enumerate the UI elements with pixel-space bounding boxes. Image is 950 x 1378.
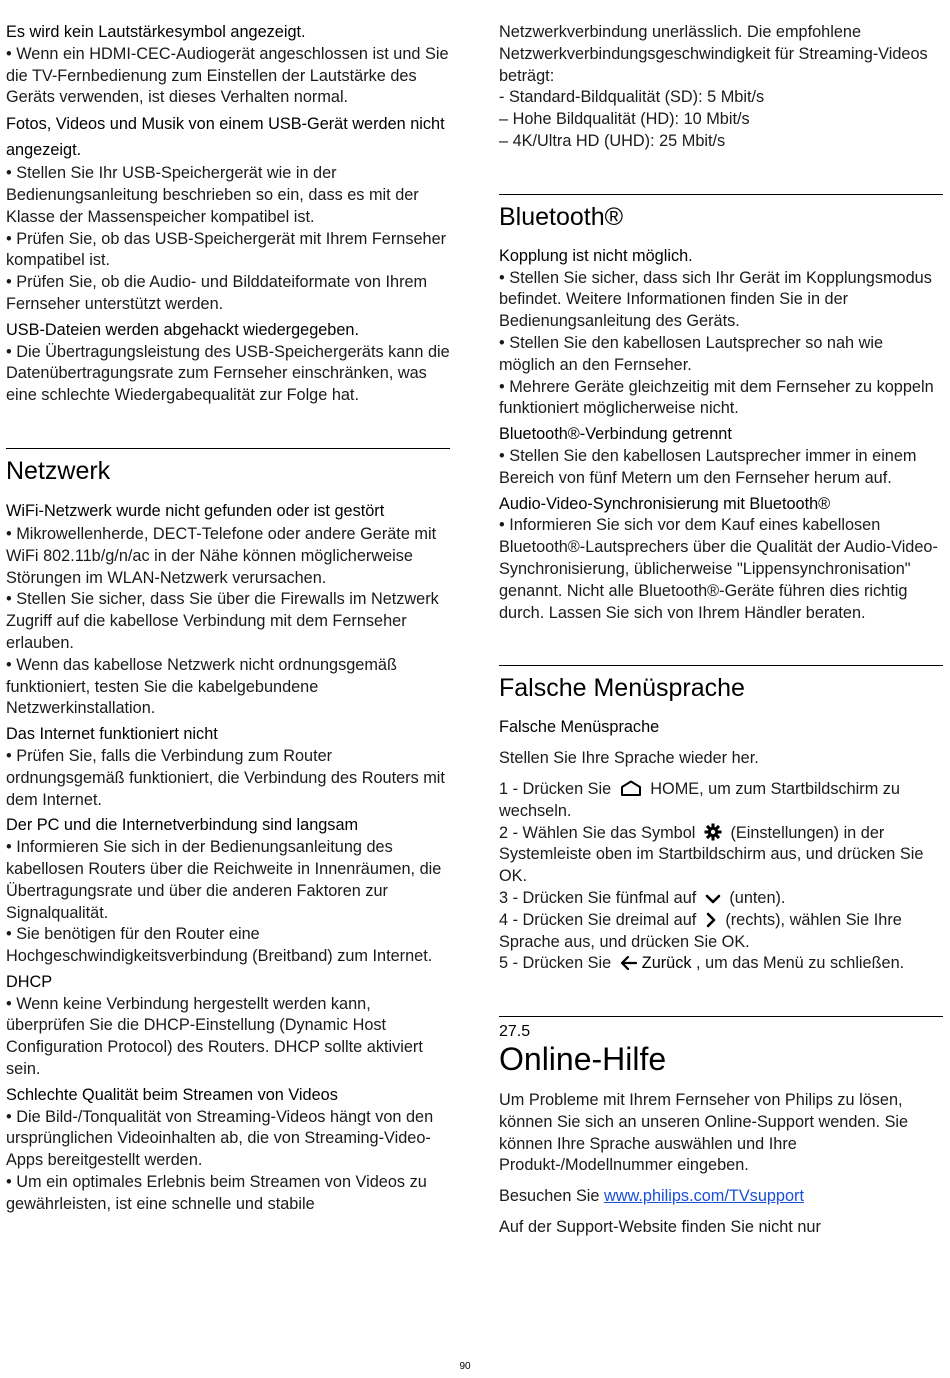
section-divider-online-help	[499, 1016, 943, 1017]
left-column	[6, 22, 450, 1216]
section-title-network: Netzwerk	[6, 456, 111, 485]
text-internet-1: • Prüfen Sie, falls die Verbindung zum Router ordnungsgemäß funktioniert, die Verbindung des Routers mit dem Internet.	[6, 746, 445, 809]
gear-icon	[704, 823, 722, 841]
text-sync-1: • Informieren Sie sich vor dem Kauf eines kabellosen Bluetooth®-Lautsprechers über die Qualität der Audio-Video-Synchronisierung, üblicherweise "Lippensynchronisation" genannt. Nicht alle Bluetooth®-Geräte führen dies richtig durch. Lassen Sie sich von Ihrem Händler beraten.	[499, 516, 938, 622]
text-stream-continued: Netzwerkverbindung unerlässlich. Die empfohlene Netzwerkverbindungsgeschwindigkeit für Streaming-Videos beträgt:	[499, 23, 928, 85]
section-title-bluetooth: Bluetooth®	[499, 202, 624, 231]
text-visit: Besuchen Sie www.philips.com/TVsupport	[499, 1187, 804, 1206]
section-title-language: Falsche Menüsprache	[499, 674, 745, 703]
step-2: 2 - Wählen Sie das Symbol (Einstellungen) in der Systemleiste oben im Startbildschirm aus, und drücken Sie OK.	[499, 823, 924, 886]
right-column	[499, 22, 943, 1239]
heading-usb-media: Fotos, Videos und Musik von einem USB-Gerät werden nicht angezeigt.	[6, 115, 445, 160]
text-online-2: Auf der Support-Website finden Sie nicht nur	[499, 1218, 821, 1237]
heading-menu-language: Falsche Menüsprache	[499, 718, 660, 737]
heading-usb-choppy: USB-Dateien werden abgehackt wiedergegeben.	[6, 320, 359, 339]
arrow-left-icon	[620, 955, 638, 971]
heading-pairing: Kopplung ist nicht möglich.	[499, 246, 693, 265]
heading-internet: Das Internet funktioniert nicht	[6, 725, 218, 744]
step-1: 1 - Drücken Sie HOME, um zum Startbildschirm zu wechseln.	[499, 779, 900, 820]
chevron-down-icon	[705, 892, 721, 906]
text-hdmi-cec: • Wenn ein HDMI-CEC-Audiogerät angeschlossen ist und Sie die TV-Fernbedienung zum Einstellen der Lautstärke des Geräts verwenden, ist dieses Verhalten normal.	[6, 44, 449, 107]
text-language-intro: Stellen Sie Ihre Sprache wieder her.	[499, 749, 759, 768]
text-wifi-1: • Mikrowellenherde, DECT-Telefone oder andere Geräte mit WiFi 802.11b/g/n/ac in der Nähe können möglicherweise Störungen im WLAN-Netzwerk verursachen.	[6, 524, 437, 587]
text-speed-hd: – Hohe Bildqualität (HD): 10 Mbit/s	[499, 110, 750, 129]
text-slow-2: • Sie benötigen für den Router eine Hochgeschwindigkeitsverbindung (Breitband) zum Internet.	[6, 925, 433, 966]
step-5: 5 - Drücken Sie Zurück , um das Menü zu schließen.	[499, 954, 905, 973]
heading-no-volume-symbol: Es wird kein Lautstärkesymbol angezeigt.	[6, 23, 306, 41]
step-3: 3 - Drücken Sie fünfmal auf (unten).	[499, 888, 786, 907]
text-pair-3: • Mehrere Geräte gleichzeitig mit dem Fernseher zu koppeln funktioniert möglicherweise nicht.	[499, 377, 934, 418]
section-divider-language	[499, 665, 943, 666]
text-wifi-3: • Wenn das kabellose Netzwerk nicht ordnungsgemäß funktioniert, testen Sie die kabelgebundene Netzwerkinstallation.	[6, 655, 397, 718]
home-icon	[620, 780, 642, 797]
heading-dhcp: DHCP	[6, 972, 53, 991]
text-wifi-2: • Stellen Sie sicher, dass Sie über die Firewalls im Netzwerk Zugriff auf die kabellose Verbindung mit dem Fernseher erlauben.	[6, 590, 439, 652]
heading-av-sync: Audio-Video-Synchronisierung mit Bluetooth®	[499, 494, 831, 513]
text-speed-sd: - Standard-Bildqualität (SD): 5 Mbit/s	[499, 88, 765, 107]
heading-slow: Der PC und die Internetverbindung sind langsam	[6, 816, 359, 835]
text-online-1: Um Probleme mit Ihrem Fernseher von Philips zu lösen, können Sie sich an unseren Online-Support wenden. Sie können Ihre Sprache auswählen und Ihre Produkt-/Modellnummer eingeben.	[499, 1091, 909, 1175]
text-usb-choppy: • Die Übertragungsleistung des USB-Speichergeräts kann die Datenübertragungsrate zum Fernseher einschränken, was eine schlechte Wiedergabequalität zur Folge hat.	[6, 342, 450, 405]
text-usb-2: • Prüfen Sie, ob das USB-Speichergerät mit Ihrem Fernseher kompatibel ist.	[6, 229, 447, 270]
text-speed-uhd: – 4K/Ultra HD (UHD): 25 Mbit/s	[499, 131, 726, 150]
text-pair-1: • Stellen Sie sicher, dass sich Ihr Gerät im Kopplungsmodus befindet. Weitere Informationen finden Sie in der Bedienungsanleitung des Geräts.	[499, 268, 932, 331]
step-4: 4 - Drücken Sie dreimal auf (rechts), wählen Sie Ihre Sprache aus, und drücken Sie OK.	[499, 910, 902, 951]
text-dhcp-1: • Wenn keine Verbindung hergestellt werden kann, überprüfen Sie die DHCP-Einstellung (Dynamic Host Configuration Protocol) des Routers. DHCP sollte aktiviert sein.	[6, 994, 423, 1079]
text-usb-1: • Stellen Sie Ihr USB-Speichergerät wie in der Bedienungsanleitung beschrieben so ein, dass es mit der Klasse der Massenspeicher kompatibel ist.	[6, 164, 419, 226]
heading-wifi: WiFi-Netzwerk wurde nicht gefunden oder ist gestört	[6, 501, 385, 520]
text-disc-1: • Stellen Sie den kabellosen Lautsprecher immer in einem Bereich von fünf Metern um den Fernseher herum auf.	[499, 446, 917, 487]
section-divider-bluetooth	[499, 194, 943, 195]
text-pair-2: • Stellen Sie den kabellosen Lautsprecher so nah wie möglich an den Fernseher.	[499, 333, 884, 374]
text-stream-2: • Um ein optimales Erlebnis beim Streamen von Videos zu gewährleisten, ist eine schnelle und stabile	[6, 1173, 427, 1213]
page-number: 90	[459, 1361, 471, 1372]
heading-streaming: Schlechte Qualität beim Streamen von Videos	[6, 1085, 338, 1104]
chapter-number: 27.5	[499, 1023, 531, 1041]
text-stream-1: • Die Bild-/Tonqualität von Streaming-Videos hängt von den ursprünglichen Videoinhalten ab, die von Streaming-Video-Apps bereitgestellt werden.	[6, 1107, 434, 1170]
text-usb-3: • Prüfen Sie, ob die Audio- und Bilddateiformate von Ihrem Fernseher unterstützt werden.	[6, 273, 428, 313]
support-link[interactable]: www.philips.com/TVsupport	[604, 1187, 804, 1206]
text-slow-1: • Informieren Sie sich in der Bedienungsanleitung des kabellosen Routers über die Reichweite in Innenräumen, die Übertragungsrate und über die anderen Faktoren zur Signalqualität.	[6, 838, 442, 922]
chevron-right-icon	[705, 912, 717, 928]
section-title-online-help: Online-Hilfe	[499, 1041, 667, 1078]
section-divider-network	[6, 448, 450, 449]
heading-bt-disconnected: Bluetooth®-Verbindung getrennt	[499, 425, 732, 444]
